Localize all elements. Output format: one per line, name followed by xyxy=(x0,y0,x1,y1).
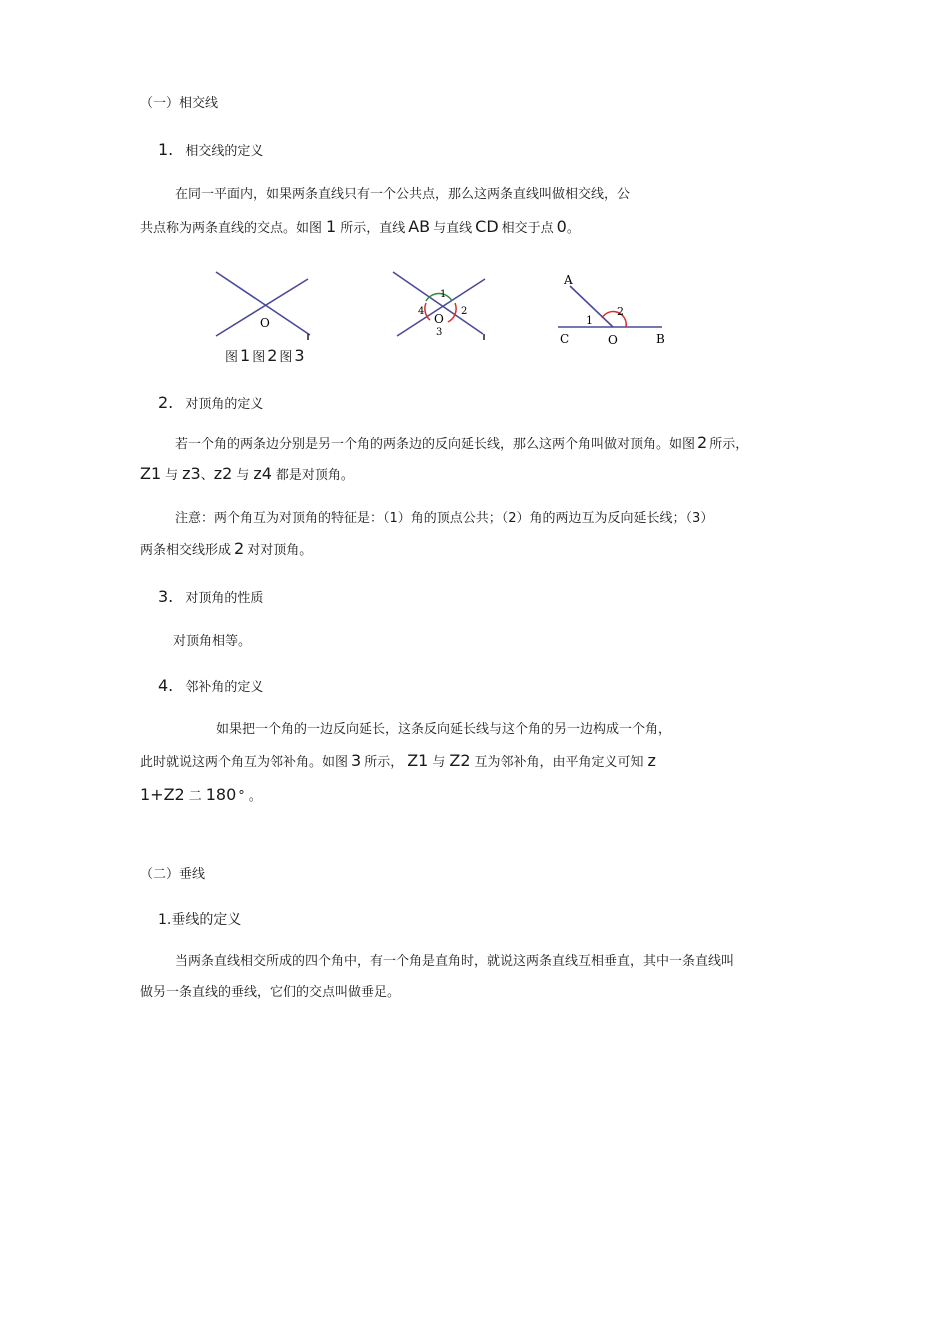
item-title: 对顶角的定义 xyxy=(185,397,264,412)
text-run: 、 xyxy=(200,468,214,483)
item-2-heading xyxy=(158,394,263,414)
text-run: z xyxy=(647,751,656,770)
text-run: 1+Z2 xyxy=(140,785,185,804)
text-run: 1 xyxy=(326,217,337,236)
text-run: 0 xyxy=(556,217,567,236)
text-run: 相交于点 xyxy=(501,221,554,236)
item-number: 4. xyxy=(158,676,174,695)
text-run: z3 xyxy=(182,464,201,483)
section-title-perpendicular: （二）垂线 xyxy=(140,867,206,882)
paragraph-line: 如果把一个角的一边反向延长，这条反向延长线与这个角的另一边构成一个角， xyxy=(216,722,672,737)
angle-1-arc xyxy=(426,293,452,301)
paragraph-line: 做另一条直线的垂线，它们的交点叫做垂足。 xyxy=(140,985,401,1000)
text-run: ° xyxy=(238,789,245,804)
item-title: 相交线的定义 xyxy=(185,144,264,159)
text-run: Z2 xyxy=(449,751,471,770)
text-run: 与 xyxy=(432,755,446,770)
label-1: 1 xyxy=(586,314,593,327)
text-run: 图 xyxy=(225,350,239,365)
item-number: 3. xyxy=(158,587,174,606)
section-title-intersecting-lines: （一）相交线 xyxy=(140,96,219,111)
label-a: A xyxy=(564,273,573,287)
text-run: 3 xyxy=(294,346,305,365)
label-c: C xyxy=(560,332,570,346)
figure-1 xyxy=(216,272,310,340)
paragraph-line xyxy=(140,786,262,806)
paragraph-line: 对顶角相等。 xyxy=(173,634,252,649)
text-run: 所示， xyxy=(709,437,749,452)
text-run: 1 xyxy=(240,346,251,365)
text-run: 所示， xyxy=(364,755,404,770)
note-line xyxy=(140,540,312,560)
label-b: B xyxy=(656,332,665,346)
label-3: 3 xyxy=(436,327,443,338)
text-run: 180 xyxy=(205,785,237,804)
text-run: 对对顶角。 xyxy=(247,543,313,558)
label-1: 1 xyxy=(440,289,447,300)
figure-captions xyxy=(225,347,305,367)
text-run: 此时就说这两个角互为邻补角。如图 xyxy=(140,755,349,770)
text-run: Z1 xyxy=(140,464,162,483)
text-run: 互为邻补角，由平角定义可知 xyxy=(474,755,644,770)
label-4: 4 xyxy=(418,306,425,317)
text-run: CD xyxy=(475,217,499,236)
paragraph-line xyxy=(140,218,580,238)
label-o: O xyxy=(434,312,444,326)
item-number: 1. xyxy=(158,140,174,159)
text-run: 若一个角的两条边分别是另一个角的两条边的反向延长线，那么这两个角叫做对顶角。如图 xyxy=(175,437,696,452)
paragraph-line: 当两条直线相交所成的四个角中，有一个角是直角时，就说这两条直线互相垂直，其中一条直线叫 xyxy=(175,954,735,969)
text-run: 2 xyxy=(267,346,278,365)
item-4-heading xyxy=(158,677,263,697)
paragraph-line xyxy=(175,434,748,454)
text-run: 。 xyxy=(248,789,262,804)
item-3-heading xyxy=(158,588,263,608)
text-run: z2 xyxy=(213,464,233,483)
text-run: 2 xyxy=(234,539,245,558)
paragraph-line xyxy=(140,752,656,772)
text-run: 二 xyxy=(188,789,202,804)
text-run: Z1 xyxy=(407,751,429,770)
text-run: 两条相交线形成 xyxy=(140,543,232,558)
text-run: 图 xyxy=(279,350,293,365)
text-run: 与直线 xyxy=(433,221,473,236)
label-o: O xyxy=(260,316,270,330)
text-run: 所示，直线 xyxy=(340,221,406,236)
item-number: 2. xyxy=(158,393,174,412)
text-run: 共点称为两条直线的交点。如图 xyxy=(140,221,323,236)
item-1-heading-perpendicular: 1.垂线的定义 xyxy=(158,912,242,928)
text-run: z4 xyxy=(253,464,272,483)
text-run: 图 xyxy=(252,350,266,365)
text-run: AB xyxy=(408,217,431,236)
text-run: 3 xyxy=(351,751,362,770)
item-title: 邻补角的定义 xyxy=(185,680,264,695)
text-run: 都是对顶角。 xyxy=(275,468,354,483)
label-2: 2 xyxy=(461,306,468,317)
text-run: 2 xyxy=(697,433,708,452)
figure-2 xyxy=(393,272,485,340)
paragraph-line: 在同一平面内，如果两条直线只有一个公共点，那么这两条直线叫做相交线，公 xyxy=(175,187,631,202)
text-run: 与 xyxy=(165,468,179,483)
item-1-heading xyxy=(158,141,263,161)
text-run: 。 xyxy=(566,221,580,236)
item-title: 对顶角的性质 xyxy=(185,591,264,606)
figure-3 xyxy=(558,273,665,347)
figures-intersecting-lines xyxy=(200,262,680,347)
text-run: 与 xyxy=(236,468,250,483)
label-o: O xyxy=(608,333,618,347)
label-2: 2 xyxy=(617,305,624,318)
note-line: 注意：两个角互为对顶角的特征是：（1）角的顶点公共；（2）角的两边互为反向延长线；（3） xyxy=(175,511,714,526)
paragraph-line xyxy=(140,465,354,485)
